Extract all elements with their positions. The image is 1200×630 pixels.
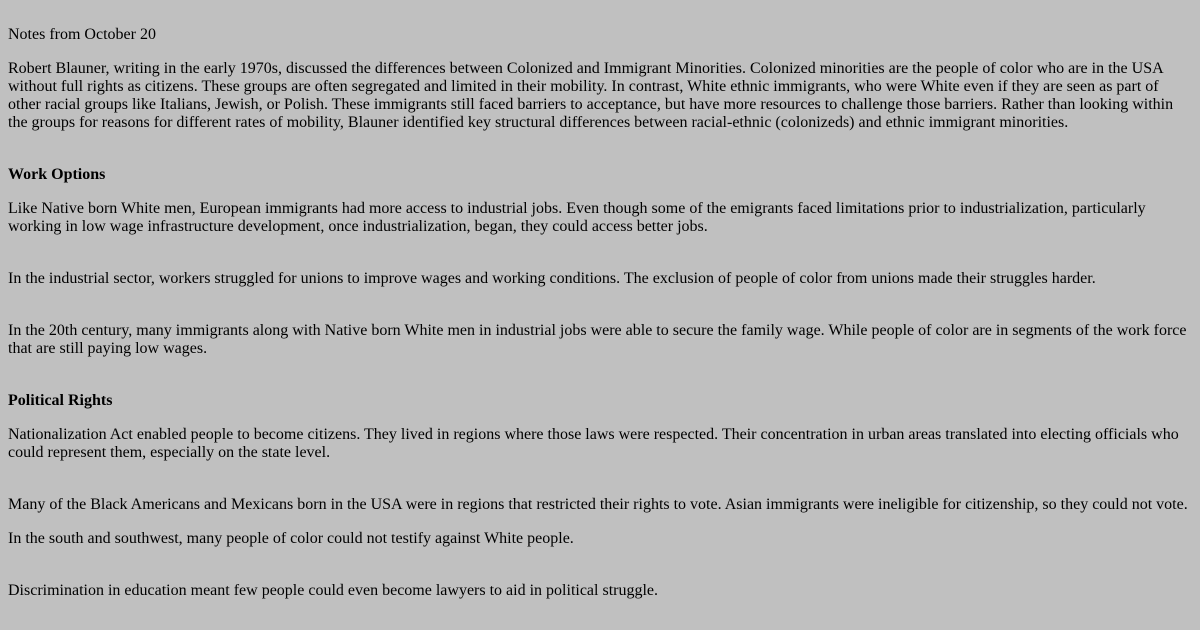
political-rights-paragraph: Nationalization Act enabled people to become citizens. They lived in regions where those laws were respected. Their concentration in urban areas translated into electing officials who could represent them, especially on the state level. [8, 426, 1179, 461]
notes-title: Notes from October 20 [8, 26, 156, 43]
political-rights-heading: Political Rights [8, 392, 113, 409]
work-options-paragraph: Like Native born White men, European immigrants had more access to industrial jobs. Even though some of the emigrants faced limitations prior to industrialization, particularly working in low wage infrastructure development, once industrialization, began, they could access better jobs. [8, 200, 1146, 235]
intro-paragraph: Robert Blauner, writing in the early 1970s, discussed the differences between Colonized and Immigrant Minorities. Colonized minorities are the people of color who are in the USA without full rights as citizens. These groups are often segregated and limited in their mobility. In contrast, White ethnic immigrants, who were White even if they are seen as part of other racial groups like Italians, Jewish, or Polish. These immigrants still faced barriers to acceptance, but have more resources to challenge those barriers. Rather than looking within the groups for reasons for different rates of mobility, Blauner identified key structural differences between racial-ethnic (colonizeds) and ethnic immigrant minorities. [8, 60, 1174, 131]
work-options-paragraph: In the industrial sector, workers struggled for unions to improve wages and working conditions. The exclusion of people of color from unions made their struggles harder. [8, 270, 1096, 287]
political-rights-paragraph: Many of the Black Americans and Mexicans born in the USA were in regions that restricted their rights to vote. Asian immigrants were ineligible for citizenship, so they could not vote. [8, 496, 1188, 513]
work-options-paragraph: In the 20th century, many immigrants along with Native born White men in industrial jobs were able to secure the family wage. While people of color are in segments of the work force that are still paying low wages. [8, 322, 1187, 357]
political-rights-paragraph: Discrimination in education meant few people could even become lawyers to aid in political struggle. [8, 582, 659, 599]
political-rights-paragraph: In the south and southwest, many people of color could not testify against White people. [8, 530, 574, 547]
work-options-heading: Work Options [8, 166, 106, 183]
